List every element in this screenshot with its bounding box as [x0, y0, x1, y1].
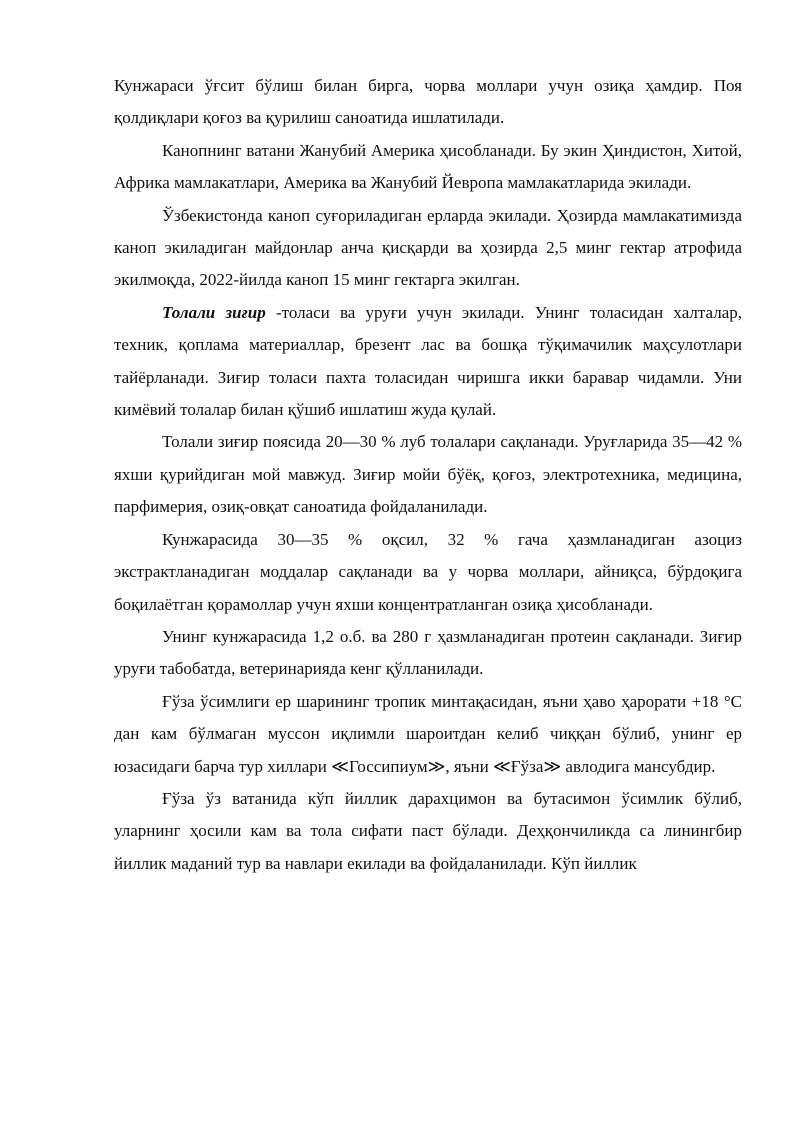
paragraph-1: Кунжараси ўғсит бўлиш билан бирга, чорва моллари учун озиқа ҳамдир. Поя қолдиқлари қоғоз ва қурилиш саноатида ишлатилади.	[114, 76, 742, 128]
paragraph-4-text: -толаси ва уруғи учун экилади. Унинг толасидан халталар, техник, қоплама материаллар, брезент лас ва бошқа тўқимачилик маҳсулотлари тайёрланади. Зиғир толаси пахта толасидан чиришга икки баравар чидамли. Уни кимёвий толалар билан қўшиб ишлатиш жуда қулай.	[114, 302, 742, 420]
paragraph-3: Ўзбекистонда каноп суғориладиган ерларда экилади. Ҳозирда мамлакатимизда каноп экиладиган майдонлар анча қисқарди ва ҳозирда 2,5 минг гектар атрофида экилмоқда, 2022-йилда каноп 15 минг гектарга экилган.	[114, 205, 742, 290]
paragraph-9: Ғўза ўз ватанида кўп йиллик дарахцимон ва бутасимон ўсимлик бўлиб, уларнинг ҳосили кам ва тола сифати паст бўлади. Деҳқончиликда са линингбир йиллик маданий тур ва навлари екилади ва фойдаланилади. Кўп йиллик	[114, 788, 742, 873]
paragraph-7: Унинг кунжарасида 1,2 о.б. ва 280 г ҳазмланадиган протеин сақланади. Зиғир уруғи табобатда, ветеринарияда кенг қўлланилади.	[114, 626, 742, 679]
document-body	[114, 70, 742, 880]
paragraph-6: Кунжарасида 30—35 % оқсил, 32 % гача ҳазмланадиган азоциз экстрактланадиган моддалар сақланади ва у чорва моллари, айниқса, бўрдоқига боқилаётган қорамоллар учун яхши концентратланган озиқа ҳисобланади.	[114, 529, 742, 614]
paragraph-4	[114, 297, 742, 427]
paragraph-2: Канопнинг ватани Жанубий Америка ҳисобланади. Бу экин Ҳиндистон, Хитой, Африка мамлакатлари, Америка ва Жанубий Йевропа мамлакатларида экилади.	[114, 140, 742, 193]
paragraph-5: Толали зиғир поясида 20—30 % луб толалари сақланади. Уруғларида 35—42 % яхши қурийдиган мой мавжуд. Зиғир мойи бўёқ, қоғоз, электротехника, медицина, парфимерия, озиқ-овқат саноатида фойдаланилади.	[114, 432, 742, 517]
paragraph-8: Ғўза ўсимлиги ер шарининг тропик минтақасидан, яъни ҳаво ҳарорати +18 °С дан кам бўлмаган муссон иқлимли шароитдан келиб чиққан бўлиб, унинг ер юзасидаги барча тур хиллари ≪Госсипиум≫, яъни ≪Ғўза≫ авлодига мансубдир.	[114, 691, 742, 776]
paragraph-4-lead-term: Толали зиғир	[162, 302, 266, 322]
